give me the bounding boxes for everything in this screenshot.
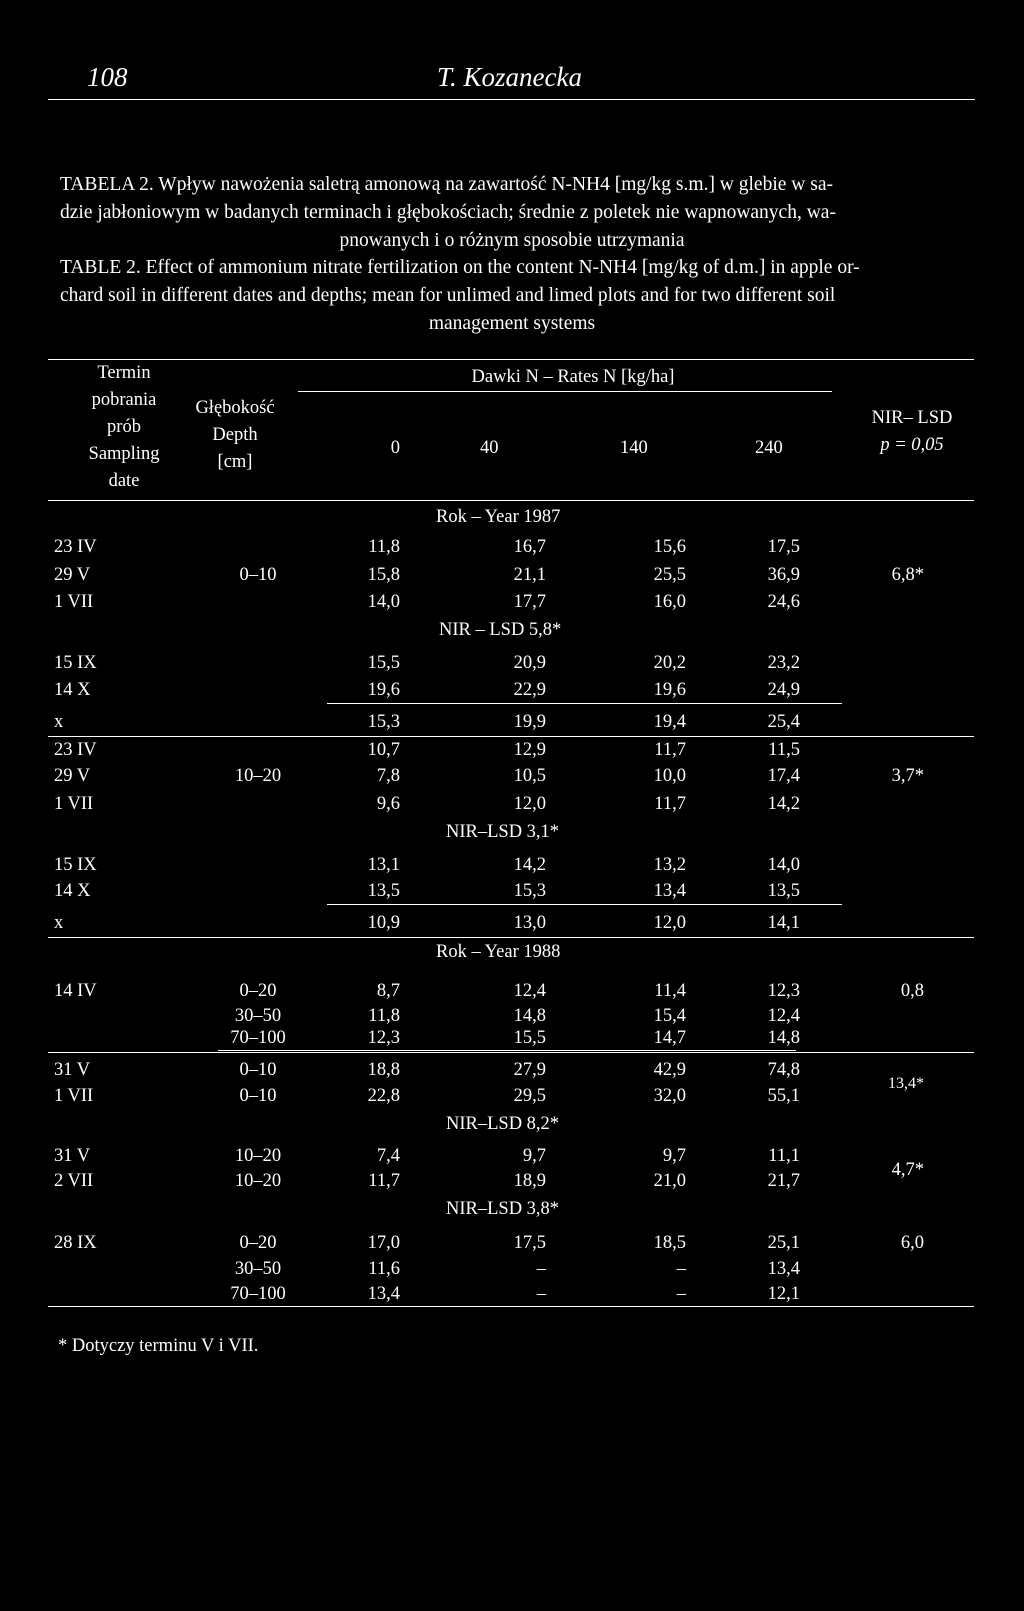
- cell-rate-40: 14,2: [513, 855, 546, 875]
- cell-rate-0: 8,7: [376, 981, 400, 1001]
- cell-rate-0: 11,7: [368, 1171, 400, 1191]
- cell-date: 14 IV: [54, 981, 97, 1001]
- cell-rate-240: 13,4: [767, 1259, 800, 1279]
- cell-rate-0: 7,4: [376, 1146, 400, 1166]
- nir-value: 3,7*: [891, 766, 924, 786]
- cell-depth: 0–20: [239, 1233, 277, 1253]
- cell-rate-40: 14,8: [513, 1006, 546, 1026]
- cell-rate-40: 10,5: [513, 766, 546, 786]
- cell-rate-140: –: [676, 1259, 686, 1279]
- caption-en-line: TABLE 2. Effect of ammonium nitrate fertilization on the content N-NH4 [mg/kg of d.m.] in apple or-: [60, 257, 860, 278]
- cell-rate-240: 55,1: [767, 1086, 800, 1106]
- cell-rate-240: 25,4: [767, 712, 800, 732]
- mean-row-rule: [48, 937, 974, 938]
- cell-rate-0: 18,8: [367, 1060, 400, 1080]
- subtotal-rule: [327, 703, 842, 704]
- caption-en-line: chard soil in different dates and depths; mean for unlimed and limed plots and for two different soil: [60, 285, 836, 306]
- cell-rate-40: 20,9: [513, 653, 546, 673]
- cell-rate-0: 12,3: [367, 1028, 400, 1048]
- cell-rate-40: 12,4: [513, 981, 546, 1001]
- cell-rate-0: 11,8: [368, 537, 400, 557]
- cell-rate-0: 13,4: [367, 1284, 400, 1304]
- section-rule: [48, 1052, 974, 1053]
- cell-rate-240: 74,8: [767, 1060, 800, 1080]
- cell-rate-0: 14,0: [367, 592, 400, 612]
- cell-rate-140: 15,6: [653, 537, 686, 557]
- cell-rate-0: 11,6: [368, 1259, 400, 1279]
- cell-rate-240: 14,8: [767, 1028, 800, 1048]
- header-rate-240: 240: [755, 438, 783, 458]
- cell-rate-40: 19,9: [513, 712, 546, 732]
- cell-rate-0: 11,8: [368, 1006, 400, 1026]
- cell-rate-0: 10,7: [367, 740, 400, 760]
- cell-date: 15 IX: [54, 653, 97, 673]
- cell-rate-240: 21,7: [767, 1171, 800, 1191]
- cell-rate-40: 15,5: [513, 1028, 546, 1048]
- cell-rate-240: 11,1: [768, 1146, 800, 1166]
- cell-rate-140: 20,2: [653, 653, 686, 673]
- cell-rate-40: 12,0: [513, 794, 546, 814]
- cell-depth: 10–20: [234, 1146, 282, 1166]
- cell-depth: 10–20: [234, 766, 282, 786]
- cell-rate-40: –: [536, 1259, 546, 1279]
- caption-pl-line: pnowanych i o różnym sposobie utrzymania: [339, 230, 685, 251]
- cell-rate-240: 24,6: [767, 592, 800, 612]
- cell-rate-240: 17,5: [767, 537, 800, 557]
- cell-depth: 70–100: [230, 1028, 286, 1048]
- cell-rate-140: 14,7: [653, 1028, 686, 1048]
- cell-rate-140: 18,5: [653, 1233, 686, 1253]
- lsd-note: NIR–LSD 8,2*: [446, 1114, 560, 1134]
- cell-date: 14 X: [54, 680, 91, 700]
- cell-date: 31 V: [54, 1146, 91, 1166]
- cell-rate-140: –: [676, 1284, 686, 1304]
- nir-value: 6,0: [900, 1233, 924, 1253]
- cell-rate-140: 13,2: [653, 855, 686, 875]
- cell-rate-0: 13,5: [367, 881, 400, 901]
- cell-depth: 10–20: [234, 1171, 282, 1191]
- header-rates-title: Dawki N – Rates N [kg/ha]: [471, 367, 675, 387]
- cell-rate-240: 36,9: [767, 565, 800, 585]
- table-header-bottom-rule: [48, 500, 974, 501]
- cell-rate-240: 12,4: [767, 1006, 800, 1026]
- cell-rate-0: 13,1: [367, 855, 400, 875]
- cell-depth: 0–10: [239, 1060, 277, 1080]
- lsd-note: NIR – LSD 5,8*: [439, 620, 562, 640]
- cell-rate-40: 21,1: [513, 565, 546, 585]
- cell-rate-40: 17,5: [513, 1233, 546, 1253]
- cell-depth: 0–10: [239, 1086, 277, 1106]
- running-head-author: T. Kozanecka: [437, 62, 582, 92]
- cell-rate-40: 29,5: [513, 1086, 546, 1106]
- cell-date: x: [54, 712, 64, 732]
- cell-rate-0: 17,0: [367, 1233, 400, 1253]
- page-number: 108: [87, 62, 128, 92]
- cell-rate-140: 11,7: [654, 794, 686, 814]
- table-footnote: * Dotyczy terminu V i VII.: [58, 1336, 259, 1356]
- rates-header-rule: [298, 391, 832, 392]
- cell-rate-240: 25,1: [767, 1233, 800, 1253]
- cell-rate-40: 22,9: [513, 680, 546, 700]
- cell-date: 28 IX: [54, 1233, 97, 1253]
- cell-rate-0: 9,6: [376, 794, 400, 814]
- table-bottom-rule: [48, 1306, 974, 1307]
- cell-rate-40: –: [536, 1284, 546, 1304]
- caption-polish: [60, 171, 964, 255]
- nir-value: 4,7*: [891, 1160, 924, 1180]
- cell-rate-40: 16,7: [513, 537, 546, 557]
- cell-rate-40: 12,9: [513, 740, 546, 760]
- cell-rate-240: 17,4: [767, 766, 800, 786]
- cell-rate-40: 27,9: [513, 1060, 546, 1080]
- header-rate-140: 140: [620, 438, 648, 458]
- cell-rate-140: 19,6: [653, 680, 686, 700]
- cell-rate-0: 19,6: [367, 680, 400, 700]
- cell-rate-240: 23,2: [767, 653, 800, 673]
- cell-rate-140: 11,4: [654, 981, 686, 1001]
- cell-rate-240: 11,5: [768, 740, 800, 760]
- cell-rate-140: 11,7: [654, 740, 686, 760]
- section-year-1988: Rok – Year 1988: [436, 942, 561, 962]
- cell-depth: 70–100: [230, 1284, 286, 1304]
- nir-value: 0,8: [900, 981, 924, 1001]
- cell-date: 23 IV: [54, 537, 97, 557]
- cell-rate-0: 15,8: [367, 565, 400, 585]
- header-rule: [48, 99, 975, 100]
- mean-row-rule: [48, 736, 974, 737]
- cell-date: 14 X: [54, 881, 91, 901]
- cell-rate-240: 14,1: [767, 913, 800, 933]
- nir-value: 13,4*: [888, 1075, 924, 1092]
- cell-rate-40: 9,7: [522, 1146, 546, 1166]
- cell-date: 1 VII: [54, 592, 94, 612]
- cell-rate-240: 24,9: [767, 680, 800, 700]
- cell-rate-40: 18,9: [513, 1171, 546, 1191]
- cell-rate-140: 12,0: [653, 913, 686, 933]
- cell-rate-140: 9,7: [662, 1146, 686, 1166]
- cell-date: 29 V: [54, 766, 91, 786]
- caption-pl-line: dzie jabłoniowym w badanych terminach i głębokościach; średnie z poletek nie wapnowanych, wa-: [60, 202, 836, 223]
- subtotal-rule: [327, 904, 842, 905]
- cell-rate-0: 10,9: [367, 913, 400, 933]
- cell-rate-140: 21,0: [653, 1171, 686, 1191]
- section-year-1987: Rok – Year 1987: [436, 507, 561, 527]
- lsd-note: NIR–LSD 3,8*: [446, 1199, 560, 1219]
- table-top-rule: [48, 359, 974, 360]
- caption-english: [60, 254, 964, 338]
- cell-depth: 0–20: [239, 981, 277, 1001]
- cell-date: 2 VII: [54, 1171, 94, 1191]
- cell-date: 15 IX: [54, 855, 97, 875]
- cell-depth: 30–50: [234, 1006, 282, 1026]
- caption-en-line: management systems: [428, 313, 596, 334]
- cell-rate-0: 7,8: [376, 766, 400, 786]
- cell-rate-0: 15,3: [367, 712, 400, 732]
- cell-rate-240: 13,5: [767, 881, 800, 901]
- cell-rate-0: 22,8: [367, 1086, 400, 1106]
- cell-depth: 0–10: [239, 565, 277, 585]
- cell-rate-140: 13,4: [653, 881, 686, 901]
- cell-date: 1 VII: [54, 794, 94, 814]
- header-nir-lsd: NIR– LSD p = 0,05: [871, 408, 953, 455]
- cell-depth: 30–50: [234, 1259, 282, 1279]
- cell-rate-140: 15,4: [653, 1006, 686, 1026]
- header-depth: Głębokość Depth [cm]: [195, 398, 275, 472]
- depth-group-rule: [218, 1050, 796, 1051]
- cell-rate-140: 32,0: [653, 1086, 686, 1106]
- cell-rate-140: 10,0: [653, 766, 686, 786]
- cell-date: x: [54, 913, 64, 933]
- cell-rate-40: 15,3: [513, 881, 546, 901]
- cell-date: 29 V: [54, 565, 91, 585]
- cell-rate-0: 15,5: [367, 653, 400, 673]
- cell-rate-140: 42,9: [653, 1060, 686, 1080]
- header-sampling-date: Termin pobrania prób Sampling date: [88, 363, 160, 491]
- cell-rate-240: 14,0: [767, 855, 800, 875]
- nir-value: 6,8*: [891, 565, 924, 585]
- cell-date: 31 V: [54, 1060, 91, 1080]
- cell-rate-40: 17,7: [513, 592, 546, 612]
- header-rate-40: 40: [480, 438, 499, 458]
- lsd-note: NIR–LSD 3,1*: [446, 822, 560, 842]
- cell-rate-140: 25,5: [653, 565, 686, 585]
- cell-rate-240: 12,1: [767, 1284, 800, 1304]
- caption-pl-line: TABELA 2. Wpływ nawożenia saletrą amonową na zawartość N-NH4 [mg/kg s.m.] w glebie w sa-: [60, 174, 833, 195]
- cell-rate-140: 16,0: [653, 592, 686, 612]
- header-rate-0: 0: [390, 438, 400, 458]
- cell-rate-240: 14,2: [767, 794, 800, 814]
- cell-rate-40: 13,0: [513, 913, 546, 933]
- cell-rate-140: 19,4: [653, 712, 686, 732]
- cell-date: 23 IV: [54, 740, 97, 760]
- cell-rate-240: 12,3: [767, 981, 800, 1001]
- cell-date: 1 VII: [54, 1086, 94, 1106]
